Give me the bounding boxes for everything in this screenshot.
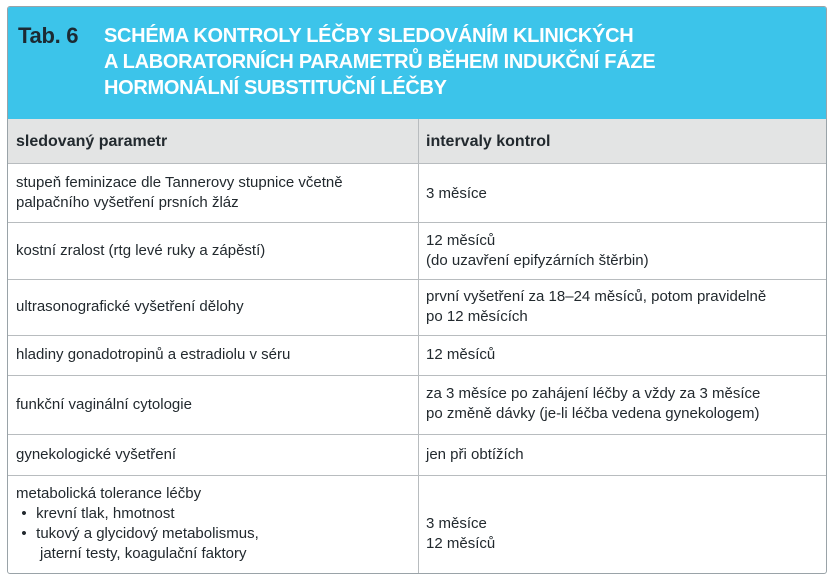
cell-text: krevní tlak, hmotnost (36, 505, 175, 522)
cell-text: po změně dávky (je-li léčba vedena gynekologem) (426, 405, 760, 422)
table-row (8, 280, 826, 336)
cell-text: první vyšetření za 18–24 měsíců, potom pravidelně (426, 288, 767, 305)
interval-cell (426, 287, 822, 327)
table-frame (7, 6, 827, 574)
title-line: SCHÉMA KONTROLY LÉČBY SLEDOVÁNÍM KLINICKÝCH (104, 25, 634, 47)
parameter-cell (16, 345, 414, 365)
cell-text: 12 měsíců (426, 535, 496, 552)
cell-text: gynekologické vyšetření (16, 446, 177, 463)
table-title (104, 23, 820, 101)
cell-text: po 12 měsících (426, 308, 528, 325)
interval-cell (426, 445, 822, 465)
column-header-intervals: intervaly kontrol (426, 133, 551, 150)
table-header (8, 7, 826, 119)
column-header-parameter: sledovaný parametr (16, 133, 168, 150)
cell-text: 12 měsíců (426, 346, 496, 363)
parameter-cell (16, 297, 414, 317)
table-row (8, 223, 826, 280)
cell-text: kostní zralost (rtg levé ruky a zápěstí) (16, 242, 266, 259)
cell-text: palpačního vyšetření prsních žláz (16, 194, 239, 211)
interval-cell (426, 231, 822, 271)
interval-cell (426, 384, 822, 424)
cell-text: za 3 měsíce po zahájení léčby a vždy za 3 měsíce (426, 385, 761, 402)
parameter-cell (16, 241, 414, 261)
parameter-cell (16, 445, 414, 465)
column-header-row (8, 119, 826, 164)
bullet-marker: • (21, 525, 27, 542)
cell-text: 12 měsíců (426, 232, 496, 249)
table-row (8, 164, 826, 223)
cell-text: funkční vaginální cytologie (16, 396, 192, 413)
table-row (8, 376, 826, 435)
interval-cell (426, 184, 822, 204)
interval-cell (426, 514, 822, 554)
cell-text: jaterní testy, koagulační faktory (40, 545, 247, 562)
cell-text: tukový a glycidový metabolismus, (36, 525, 259, 542)
cell-text: (do uzavření epifyzárních štěrbin) (426, 252, 649, 269)
bullet-marker: • (21, 505, 27, 522)
table-row (8, 435, 826, 476)
parameter-cell (16, 484, 414, 564)
cell-text: 3 měsíce (426, 515, 487, 532)
title-line: HORMONÁLNÍ SUBSTITUČNÍ LÉČBY (104, 77, 447, 99)
table-row (8, 336, 826, 376)
cell-text: metabolická tolerance léčby (16, 485, 202, 502)
interval-cell (426, 345, 822, 365)
bullet-item (16, 504, 414, 524)
cell-text: ultrasonografické vyšetření dělohy (16, 298, 244, 315)
cell-text: jen při obtížích (426, 446, 524, 463)
table-label: Tab. 6 (18, 23, 79, 48)
cell-text: hladiny gonadotropinů a estradiolu v séru (16, 346, 291, 363)
parameter-cell (16, 395, 414, 415)
cell-text: stupeň feminizace dle Tannerovy stupnice včetně (16, 174, 343, 191)
column-divider (418, 119, 419, 573)
parameter-cell (16, 173, 414, 213)
bullet-item (16, 524, 414, 544)
table-row (8, 476, 826, 574)
cell-text: 3 měsíce (426, 185, 487, 202)
title-line: A LABORATORNÍCH PARAMETRŮ BĚHEM INDUKČNÍ FÁZE (104, 51, 656, 73)
